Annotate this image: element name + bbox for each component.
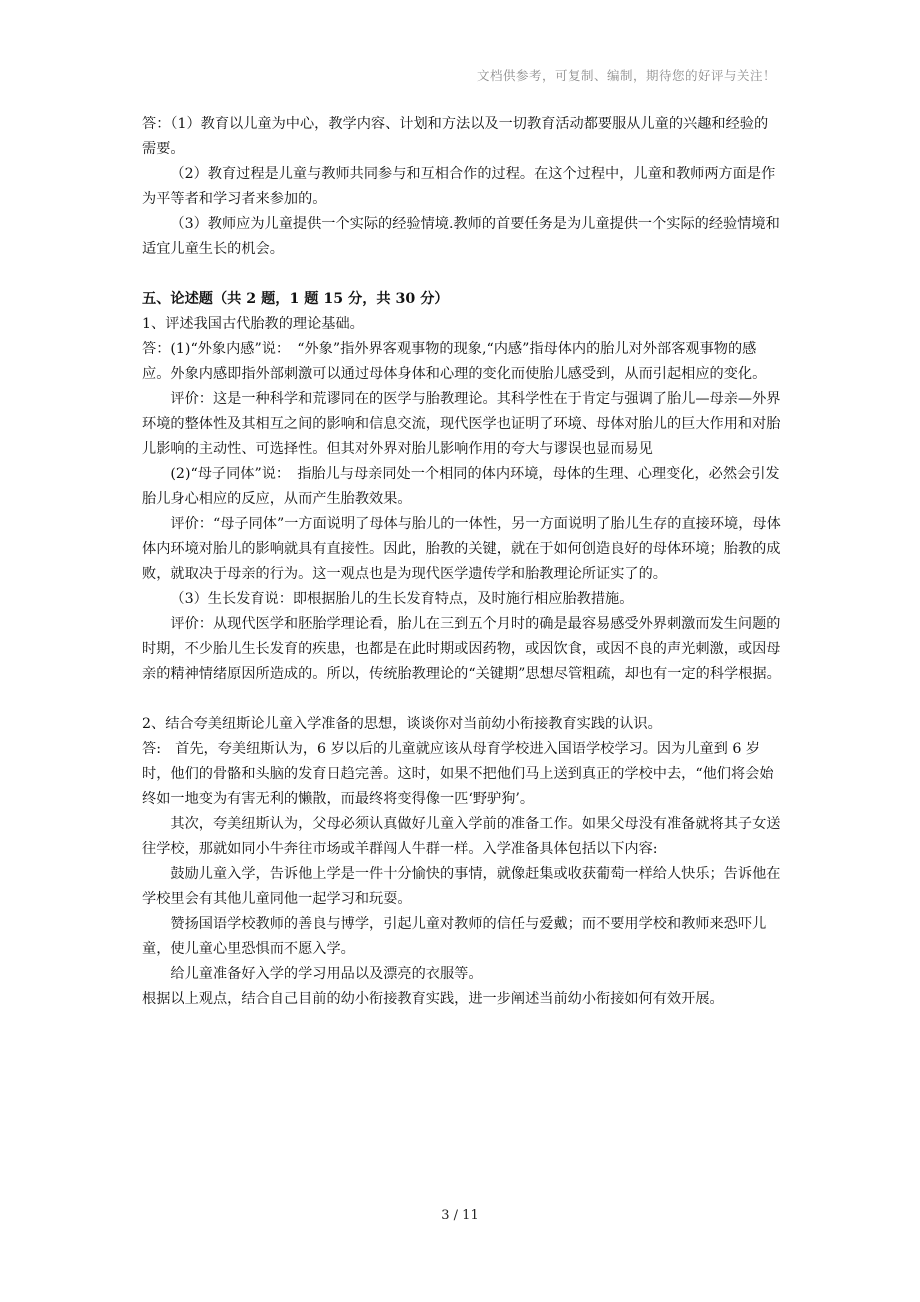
q1-paragraph: 答：(1)“外象内感”说： “外象”指外界客观事物的现象,“内感”指母体内的胎儿对外部客观事物的感应。外象内感即指外部刺激可以通过母体身体和心理的变化而使胎儿感受到，从而引起相应的变化。 [142, 341, 767, 382]
q1-paragraph: 评价：从现代医学和胚胎学理论看，胎儿在三到五个月时的确是最容易感受外界刺激而发生问题的时期，不少胎儿生长发育的疾患，也都是在此时期或因药物，或因饮食，或因不良的声光刺激，或因母亲的精神情绪原因所造成的。所以，传统胎教理论的“关键期”思想尽管粗疏，却也有一定的科学根据。 [142, 616, 781, 682]
question-2: 2、结合夸美纽斯论儿童入学准备的思想，谈谈你对当前幼小衔接教育实践的认识。 [142, 716, 662, 732]
answer-paragraph: （2）教育过程是儿童与教师共同参与和互相合作的过程。在这个过程中，儿童和教师两方面是作为平等者和学习者来参加的。 [142, 166, 776, 207]
q2-paragraph: 答: 首先，夸美纽斯认为，6 岁以后的儿童就应该从母育学校进入国语学校学习。因为儿童到 6 岁时，他们的骨骼和头脑的发育日趋完善。这时，如果不把他们马上送到真正的学校中去，“他们将会始终如一地变为有害无利的懒散，而最终将变得像一匹‘野驴狗’。 [142, 741, 774, 807]
q2-paragraph: 鼓励儿童入学，告诉他上学是一件十分愉快的事情，就像赶集或收获葡萄一样给人快乐；告诉他在学校里会有其他儿童同他一起学习和玩耍。 [142, 866, 781, 907]
answer-paragraph: （3）教师应为儿童提供一个实际的经验情境.教师的首要任务是为儿童提供一个实际的经验情境和适宜儿童生长的机会。 [142, 216, 780, 257]
q2-paragraph: 根据以上观点，结合自己目前的幼小衔接教育实践，进一步阐述当前幼小衔接如何有效开展。 [142, 991, 724, 1007]
q2-paragraph: 赞扬国语学校教师的善良与博学，引起儿童对教师的信任与爱戴；而不要用学校和教师来恐吓儿童，使儿童心里恐惧而不愿入学。 [142, 916, 767, 957]
q1-paragraph: (2)“母子同体”说： 指胎儿与母亲同处一个相同的体内环境，母体的生理、心理变化，必然会引发胎儿身心相应的反应，从而产生胎教效果。 [142, 466, 780, 507]
question-1: 1、评述我国古代胎教的理论基础。 [142, 316, 364, 332]
q1-paragraph: 评价：这是一种科学和荒谬同在的医学与胎教理论。其科学性在于肯定与强调了胎儿—母亲—外界环境的整体性及其相互之间的影响和信息交流，现代医学也证明了环境、母体对胎儿的巨大作用和对胎儿影响的主动性、可选择性。但其对外界对胎儿影响作用的夸大与谬误也显而易见 [142, 391, 781, 457]
page-header-note: 文档供参考，可复制、编制，期待您的好评与关注！ [476, 68, 776, 83]
page-number: 3 / 11 [441, 1208, 479, 1223]
answer-paragraph: 答：（1）教育以儿童为中心，教学内容、计划和方法以及一切教育活动都要服从儿童的兴趣和经验的需要。 [142, 116, 769, 157]
q1-paragraph: （3）生长发育说：即根据胎儿的生长发育特点，及时施行相应胎教措施。 [170, 591, 634, 607]
q2-paragraph: 给儿童准备好入学的学习用品以及漂亮的衣服等。 [170, 966, 483, 982]
q2-paragraph: 其次，夸美纽斯认为，父母必须认真做好儿童入学前的准备工作。如果父母没有准备就将其子女送往学校，那就如同小牛奔往市场或羊群闯人牛群一样。入学准备具体包括以下内容: [142, 816, 781, 857]
document-body [142, 112, 782, 1012]
q1-paragraph: 评价：“母子同体”一方面说明了母体与胎儿的一体性，另一方面说明了胎儿生存的直接环境，母体体内环境对胎儿的影响就具有直接性。因此，胎教的关键，就在于如何创造良好的母体环境；胎教的成败，就取决于母亲的行为。这一观点也是为现代医学遗传学和胎教理论所证实了的。 [142, 516, 781, 582]
section-heading: 五、论述题（共 2 题，1 题 15 分，共 30 分） [142, 291, 449, 307]
